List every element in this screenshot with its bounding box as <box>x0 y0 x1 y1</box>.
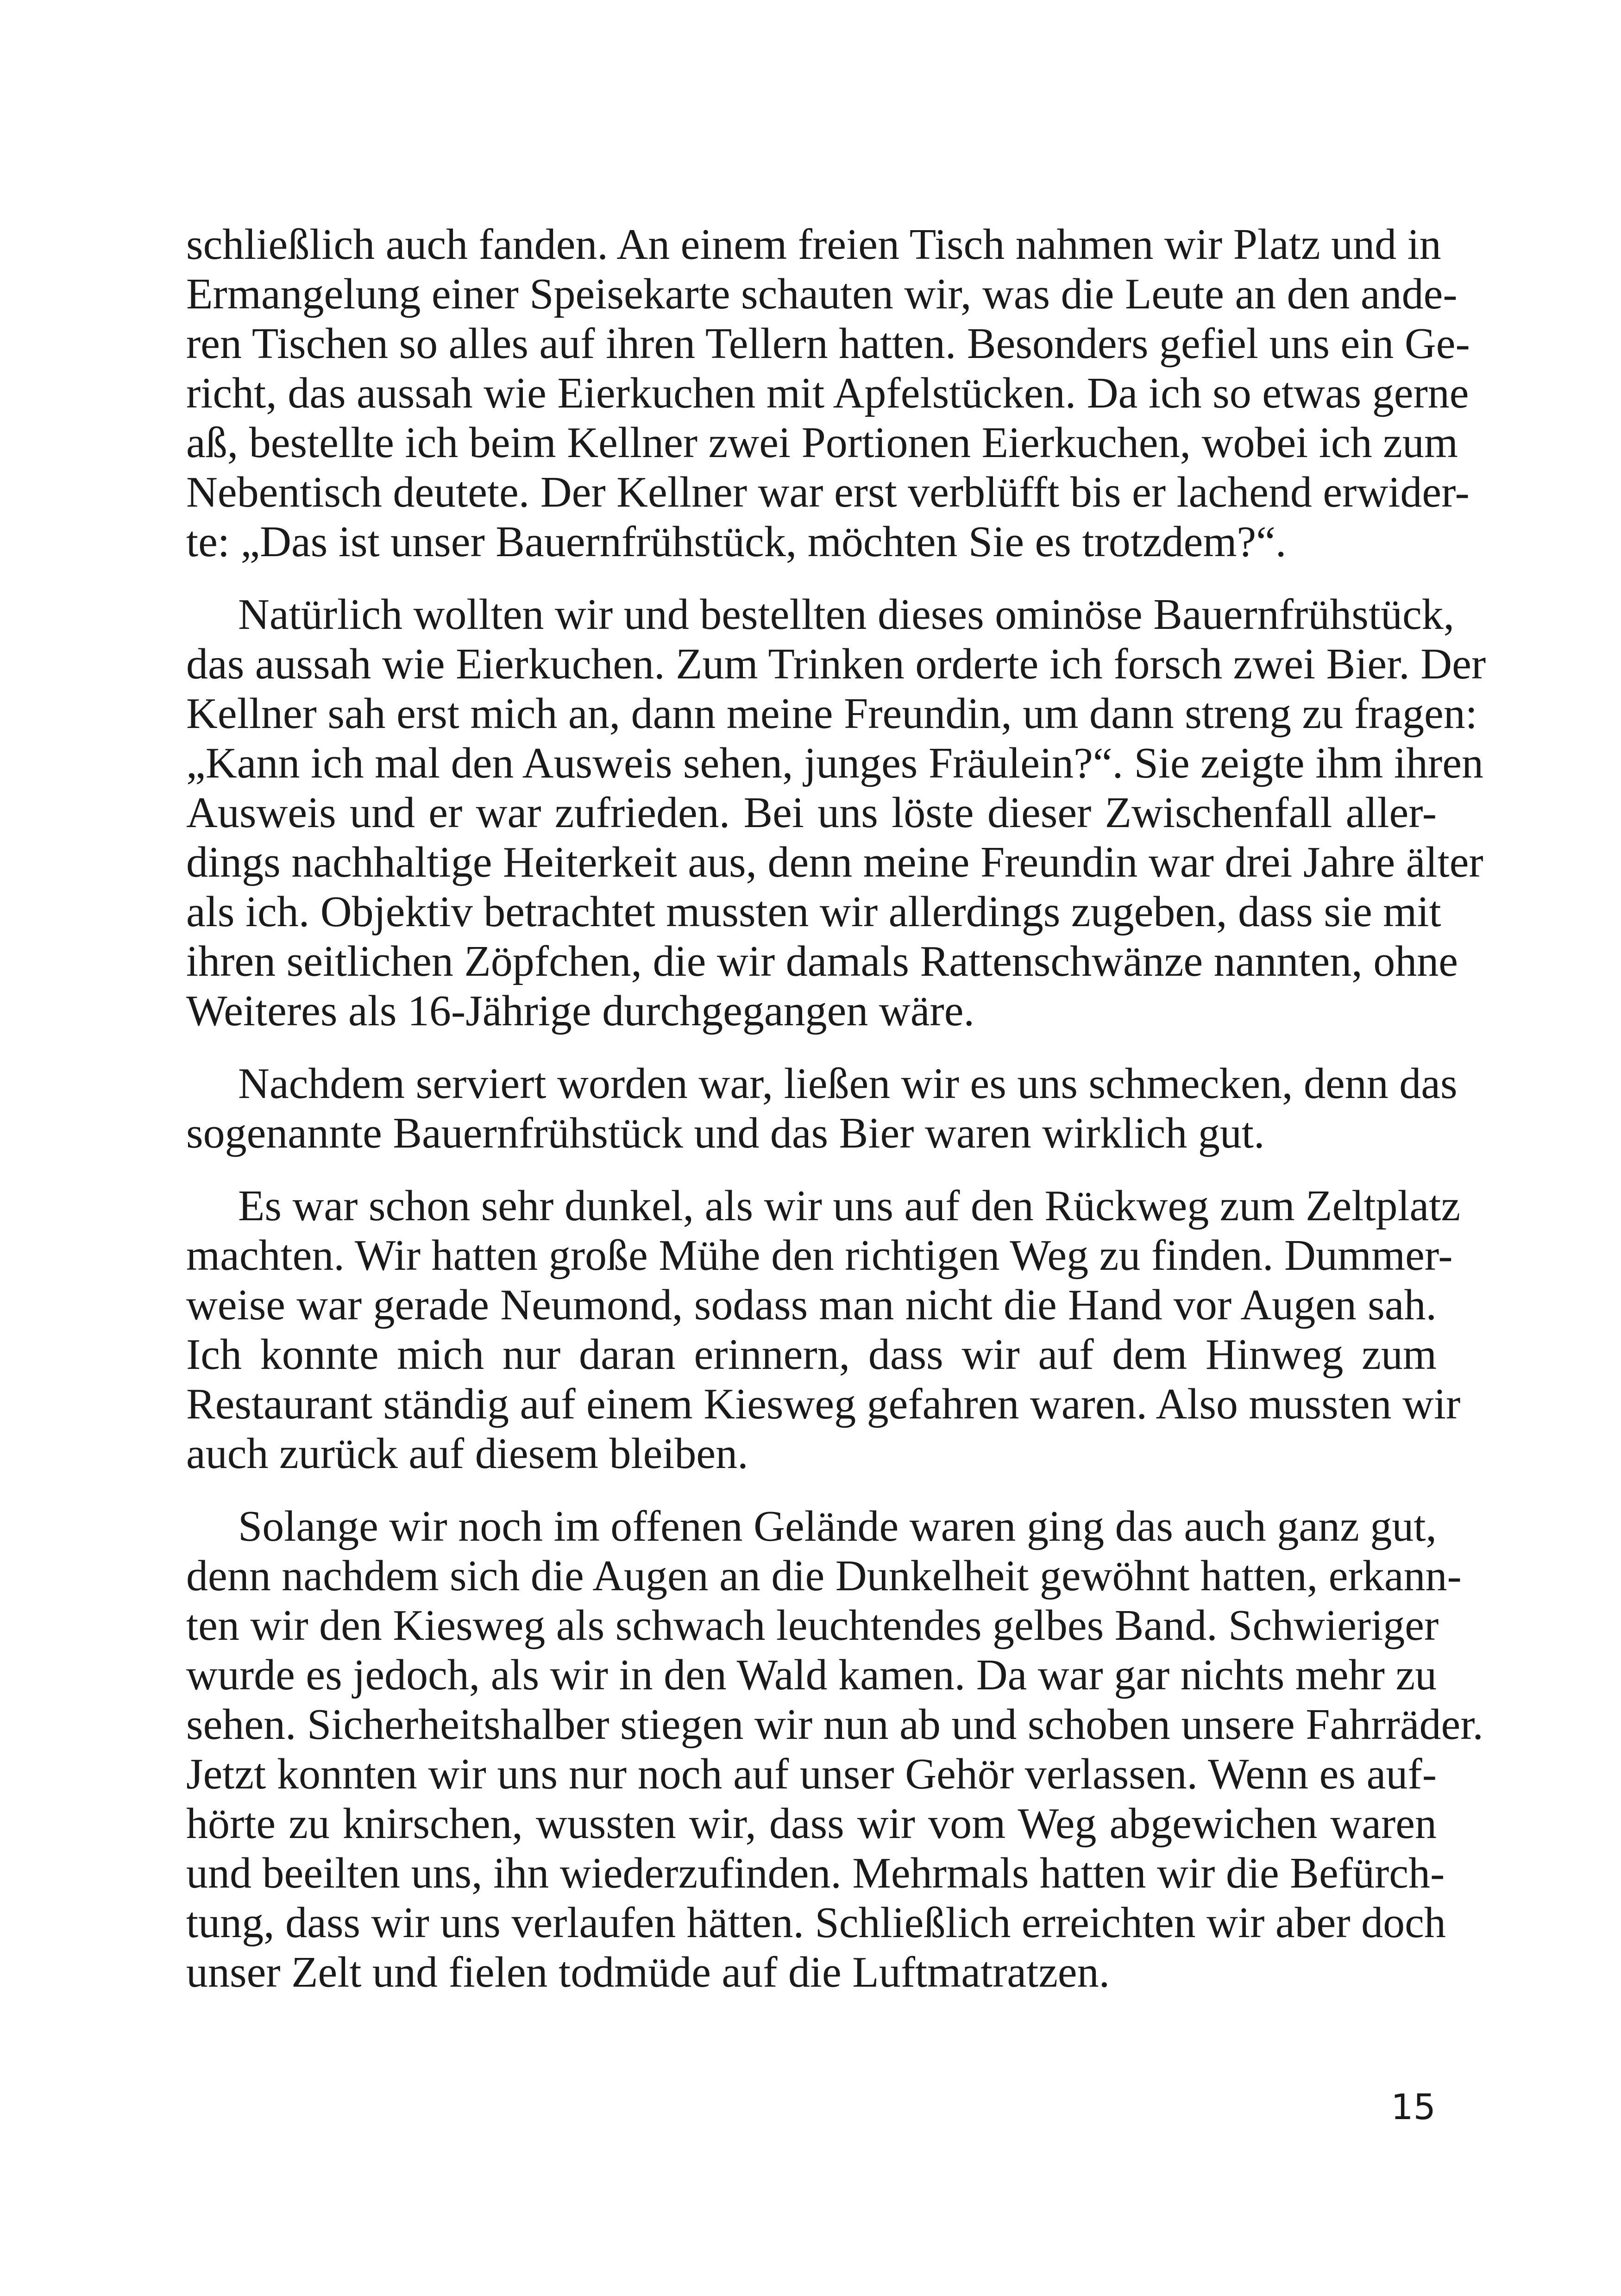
text-line: Ermangelung einer Speisekarte schauten wir, was die Leute an den ande- <box>186 270 1458 318</box>
text-line: sogenannte Bauernfrühstück und das Bier waren wirklich gut. <box>186 1109 1265 1157</box>
text-line: unser Zelt und fielen todmüde auf die Luftmatratzen. <box>186 1948 1110 1996</box>
paragraph-5 <box>186 1502 1483 1997</box>
text-line: Nebentisch deutete. Der Kellner war erst verblüfft bis er lachend erwider- <box>186 468 1470 516</box>
text-line: schließlich auch fanden. An einem freien Tisch nahmen wir Platz und in <box>186 220 1441 269</box>
text-line: ren Tischen so alles auf ihren Tellern hatten. Besonders gefiel uns ein Ge- <box>186 320 1470 368</box>
text-line: wurde es jedoch, als wir in den Wald kamen. Da war gar nichts mehr zu <box>186 1651 1437 1699</box>
text-line: Restaurant ständig auf einem Kiesweg gefahren waren. Also mussten wir <box>186 1380 1461 1428</box>
paragraph-3 <box>186 1059 1458 1158</box>
text-line: machten. Wir hatten große Mühe den richtigen Weg zu finden. Dummer- <box>186 1231 1453 1280</box>
text-line: aß, bestellte ich beim Kellner zwei Portionen Eierkuchen, wobei ich zum <box>186 419 1458 467</box>
text-line: Ich konnte mich nur daran erinnern, dass wir auf dem Hinweg zum <box>186 1330 1437 1379</box>
text-line: dings nachhaltige Heiterkeit aus, denn meine Freundin war drei Jahre älter <box>186 838 1483 886</box>
text-line: Natürlich wollten wir und bestellten dieses ominöse Bauernfrühstück, <box>238 590 1455 639</box>
text-line: te: „Das ist unser Bauernfrühstück, möchten Sie es trotzdem?“. <box>186 518 1287 566</box>
text-line: ihren seitlichen Zöpfchen, die wir damals Rattenschwänze nannten, ohne <box>186 937 1458 985</box>
text-line: Weiteres als 16-Jährige durchgegangen wäre. <box>186 987 974 1035</box>
text-line: weise war gerade Neumond, sodass man nicht die Hand vor Augen sah. <box>186 1281 1437 1329</box>
text-line: Solange wir noch im offenen Gelände waren ging das auch ganz gut, <box>238 1502 1437 1550</box>
text-line: denn nachdem sich die Augen an die Dunkelheit gewöhnt hatten, erkann- <box>186 1552 1462 1600</box>
page-number: 15 <box>1391 2086 1436 2127</box>
text-line: sehen. Sicherheitshalber stiegen wir nun ab und schoben unsere Fahrräder. <box>186 1700 1483 1749</box>
text-line: Jetzt konnten wir uns nur noch auf unser Gehör verlassen. Wenn es auf- <box>186 1750 1437 1798</box>
text-line: „Kann ich mal den Ausweis sehen, junges Fräulein?“. Sie zeigte ihm ihren <box>186 739 1483 787</box>
text-line: und beeilten uns, ihn wiederzufinden. Mehrmals hatten wir die Befürch- <box>186 1849 1445 1897</box>
paragraph-1 <box>186 220 1470 567</box>
text-line: Nachdem serviert worden war, ließen wir es uns schmecken, denn das <box>238 1060 1458 1108</box>
text-line: hörte zu knirschen, wussten wir, dass wir vom Weg abgewichen waren <box>186 1800 1437 1848</box>
text-line: Kellner sah erst mich an, dann meine Freundin, um dann streng zu fragen: <box>186 690 1477 738</box>
text-line: richt, das aussah wie Eierkuchen mit Apfelstücken. Da ich so etwas gerne <box>186 369 1469 417</box>
text-line: ten wir den Kiesweg als schwach leuchtendes gelbes Band. Schwieriger <box>186 1601 1439 1650</box>
text-line: tung, dass wir uns verlaufen hätten. Schließlich erreichten wir aber doch <box>186 1899 1446 1947</box>
text-line: Ausweis und er war zufrieden. Bei uns löste dieser Zwischenfall aller- <box>186 789 1437 837</box>
paragraph-4 <box>186 1181 1461 1479</box>
text-line: als ich. Objektiv betrachtet mussten wir allerdings zugeben, dass sie mit <box>186 888 1441 936</box>
text-line: auch zurück auf diesem bleiben. <box>186 1430 748 1478</box>
paragraph-2 <box>186 590 1486 1036</box>
text-line: Es war schon sehr dunkel, als wir uns auf den Rückweg zum Zeltplatz <box>238 1182 1461 1230</box>
text-line: das aussah wie Eierkuchen. Zum Trinken orderte ich forsch zwei Bier. Der <box>186 640 1486 688</box>
text-body <box>186 220 1486 2020</box>
